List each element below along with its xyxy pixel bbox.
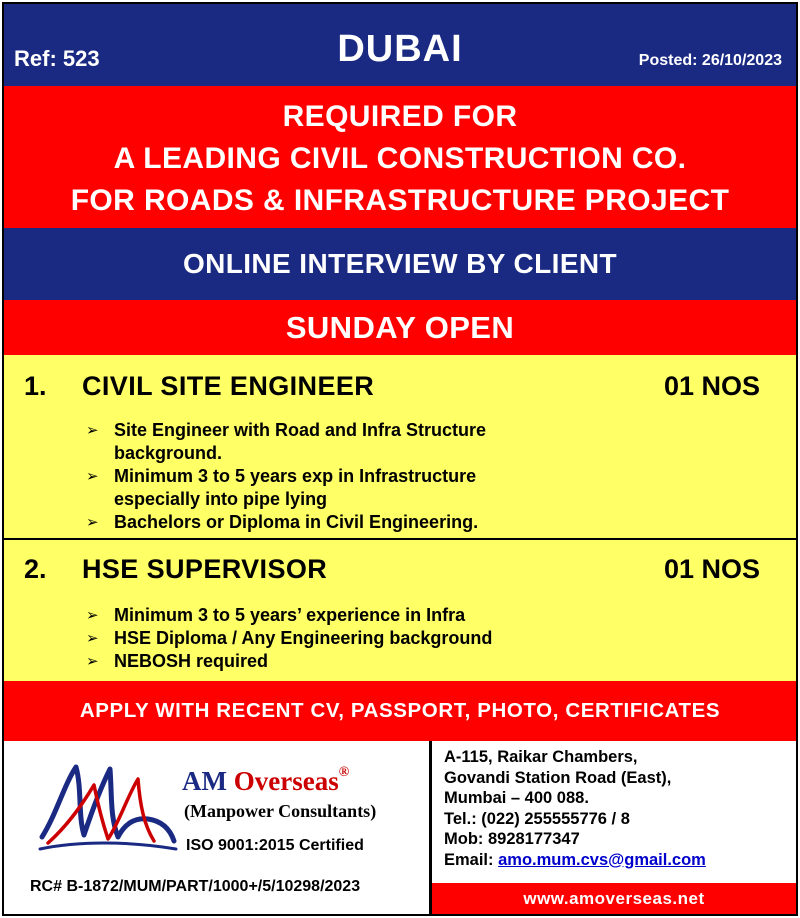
list-item xyxy=(86,511,586,534)
list-item xyxy=(86,419,516,465)
sunday-banner: SUNDAY OPEN xyxy=(4,300,796,355)
requirement-banner xyxy=(4,86,796,228)
requirement-line: FOR ROADS & INFRASTRUCTURE PROJECT xyxy=(70,184,730,217)
apply-banner: APPLY WITH RECENT CV, PASSPORT, PHOTO, CERTIFICATES xyxy=(4,681,796,741)
contact-details xyxy=(444,747,706,870)
posted-date: Posted: 26/10/2023 xyxy=(638,52,782,69)
job-listing-civil-site-engineer xyxy=(4,355,796,538)
registered-mark: ® xyxy=(338,765,350,780)
arrow-right-icon: ➢ xyxy=(86,630,99,647)
company-name-overseas: Overseas xyxy=(233,766,339,796)
email-row xyxy=(444,850,706,871)
contact-block xyxy=(432,741,796,914)
requirement-line: REQUIRED FOR xyxy=(282,100,518,133)
arrow-right-icon: ➢ xyxy=(86,653,99,670)
job-quantity: 01 NOS xyxy=(663,554,760,584)
requirement-text: Bachelors or Diploma in Civil Engineering. xyxy=(114,512,479,532)
list-item xyxy=(86,604,492,627)
interview-banner: ONLINE INTERVIEW BY CLIENT xyxy=(4,228,796,300)
job-listing-hse-supervisor xyxy=(4,538,796,681)
arrow-right-icon: ➢ xyxy=(86,422,99,439)
job-title: HSE SUPERVISOR xyxy=(82,554,328,584)
list-item xyxy=(86,465,516,511)
requirement-text: Site Engineer with Road and Infra Structure background. xyxy=(114,420,487,463)
list-item xyxy=(86,627,492,650)
email-link[interactable]: amo.mum.cvs@gmail.com xyxy=(498,850,706,869)
job-number: 1. xyxy=(24,371,47,401)
arrow-right-icon: ➢ xyxy=(86,607,99,624)
iso-certification: ISO 9001:2015 Certified xyxy=(186,837,364,854)
company-name-am: AM xyxy=(182,766,234,796)
telephone: Tel.: (022) 255555776 / 8 xyxy=(444,809,630,828)
arrow-right-icon: ➢ xyxy=(86,514,99,531)
arrow-right-icon: ➢ xyxy=(86,468,99,485)
list-item xyxy=(86,650,492,673)
city-title: DUBAI xyxy=(337,28,463,70)
header-bar xyxy=(4,4,796,86)
address-line: Govandi Station Road (East), xyxy=(444,768,672,787)
requirement-text: NEBOSH required xyxy=(114,651,269,671)
job-requirements-list xyxy=(86,604,492,673)
job-advertisement xyxy=(2,2,798,916)
mobile: Mob: 8928177347 xyxy=(444,830,580,848)
website-link[interactable]: www.amoverseas.net xyxy=(432,883,796,914)
company-subtitle: (Manpower Consultants) xyxy=(184,801,377,821)
company-logo xyxy=(38,755,178,855)
job-number: 2. xyxy=(24,554,47,584)
job-quantity: 01 NOS xyxy=(663,371,760,401)
address-line: A-115, Raikar Chambers, xyxy=(444,748,638,766)
company-name xyxy=(182,765,349,797)
job-title: CIVIL SITE ENGINEER xyxy=(82,371,375,401)
requirement-line: A LEADING CIVIL CONSTRUCTION CO. xyxy=(113,142,687,175)
requirement-text: HSE Diploma / Any Engineering background xyxy=(114,628,493,648)
reference-number: Ref: 523 xyxy=(14,46,100,71)
requirement-text: Minimum 3 to 5 years exp in Infrastructure especially into pipe lying xyxy=(114,466,477,509)
registration-number: RC# B-1872/MUM/PART/1000+/5/10298/2023 xyxy=(30,878,361,895)
company-block xyxy=(4,741,432,914)
address-line: Mumbai – 400 088. xyxy=(444,789,589,807)
requirement-text: Minimum 3 to 5 years’ experience in Infra xyxy=(114,605,466,625)
job-requirements-list xyxy=(86,419,586,534)
email-label: Email: xyxy=(444,850,499,869)
